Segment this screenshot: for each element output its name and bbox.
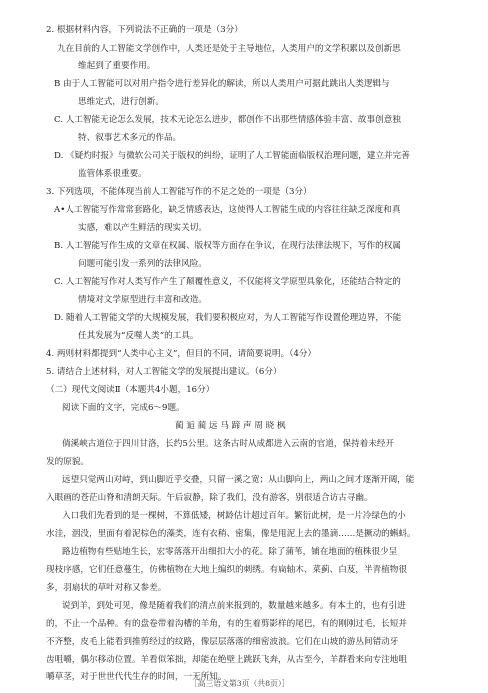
passage-line: 倘溪峡古道位于四川甘洛，长约5公里。这条古时从成都进入云南的官道，保持着未经开 [62,439,395,449]
passage-line: 不齐整，皮毛上能看到推剪经过的纹路，像层层落落的细密波浪。它们在山坡的游丛间错动牙 [46,637,399,647]
passage-line: 的，不止一个品种。有的盘卷带着沟槽的羊角，有的生着剪影样的尾巴，有的刚刚过毛，长短并 [46,619,407,629]
passage-line: 水洼，洇没，里面有着泥棕色的藻类，连有衣稍、密集，像是甩泥上去的墨滴……是撅动的蝌蚪。 [46,529,416,539]
passage-line: 发的原貌。 [46,457,89,467]
q2-option-c: C. 人工智能无论怎么发展，技术无论怎么进步，都创作不出那些情感体验丰富、故事创意独 [54,115,401,125]
passage-line: 入口我们先看到的是一棵树，不算低矮，树龄估计超过百年。繁衍此树，是一片冷绿色的小 [62,511,406,521]
passage-line: 入眼画的苍茫山脊和清朗天际。午后寂静，除了我们，没有游客，别很适合访古寻幽。 [46,493,373,503]
q3-option-b: B. 人工智能写作生成的文章在权属、版权等方面存在争议，在现行法律法规下，写作的权属 [54,241,401,251]
q2-intro: 九在目前的人工智能文学创作中，人类还是处于主导地位，人类用户的文学积累以及创新思 [57,44,401,54]
q2-stem: 2. 根据材料内容，下列说法不正确的一项是（3分） [46,25,243,35]
q2-option-b-cont: 思维定式，进行创新。 [78,97,164,107]
passage-line: 齿咀嚼，偶尔移动位置。羊看似笨拙，却能在绝壁上跳跃飞奔，从古至今，羊群看来向专注地咀 [46,655,407,665]
passage-line: 嚼草茎，对于世世代代生存的时间，一无所知。 [46,672,227,682]
passage-title: 蔺 逅 蔺 远 马 蹄 声 周 晓 枫 [175,421,286,431]
q3-option-d-cont: 任其发展为“反噬人类”的工具。 [78,331,199,341]
q3-stem: 3. 下列选项，不能体现当前人工智能写作的不足之处的一项是（3分） [46,187,312,197]
passage-line: 说到羊，到处可见，像是随着我们的清点前来报到的，数量越来越多。有本土的，也有引进 [62,601,406,611]
q2-option-b: B 由于人工智能可以对用户指令进行差异化的解读，所以人类用户可据此跳出人类逻辑与 [54,79,390,89]
passage-line: 远望只觉两山对峙，到山脚近乎交叠，只留一溪之宽；从山脚向上，两山之间才逐渐开阔，能 [62,475,415,485]
q2-option-c-cont: 特、叙事艺术多元的作品。 [78,133,182,143]
q3-option-a-cont: 实感，难以产生鲜活的现实关切。 [78,223,207,233]
page-footer: ［高三语文第3页（共8页）］ [190,679,290,688]
q2-option-d-cont: 监管体系很重要。 [78,169,147,179]
q4-question: 4. 两则材料都提到“人类中心主义”，但目的不同，请简要说明。（4分） [46,349,317,359]
q5-question: 5. 请结合上述材料，对人工智能文学的发展提出建议。（6分） [46,367,282,377]
q3-option-b-cont: 问题可能引发一系列的法律风险。 [78,259,207,269]
q3-option-c-cont: 情境对文学原型进行丰富和改造。 [78,295,207,305]
q2-intro-cont: 维起到了重要作用。 [78,61,156,71]
q3-option-a: A•人工智能写作常常套路化，缺乏情感表达，这使得人工智能生成的内容往往缺乏深度和真 [54,205,401,215]
section-heading: （二）现代文阅读Ⅱ（本题共4小题，16分） [46,385,215,395]
passage-line: 现枝序感，它们任意蔓生，仿佛植物在大地上编织的刺绣。有扁轴木、菜蓟、白芨，半青植物很 [46,565,407,575]
q3-option-d: D. 随着人工智能文学的大规模发展，我们要积极应对，为人工智能写作设置伦理边界，不能 [54,313,402,323]
q2-option-d: D. 《疑灼时报》与微软公司关于版权的纠纷，证明了人工智能面临版权治理问题，建立并完善 [54,151,410,161]
q3-option-c: C. 人工智能写作对人类写作产生了颠覆性意义，不仅能将文学原型具象化，还能结合特定的 [54,277,401,287]
passage-line: 多，羽扇状的草叶对称又参差。 [46,583,167,593]
section-instruction: 阅读下面的文字，完成6～9题。 [62,403,185,413]
passage-line: 路边植物有些贴地生长，宏零落落开出细扣大小的花。除了蒲苇，铺在地面的植株很少呈 [62,547,398,557]
